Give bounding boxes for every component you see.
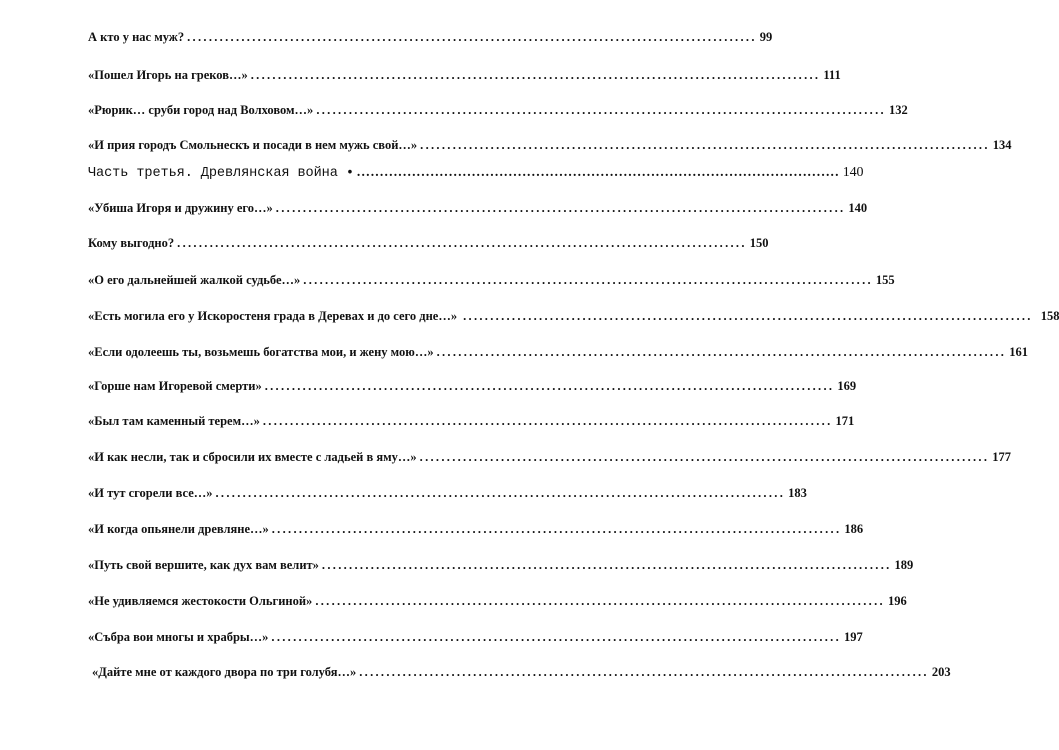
toc-entry-page: 197 [844, 630, 863, 644]
toc-entry-page: 189 [894, 558, 914, 572]
toc-entry-page: 186 [844, 522, 864, 536]
dot-leader: ......................................................................................................... [356, 164, 840, 179]
toc-entry-page: 111 [823, 68, 841, 82]
dot-leader: ......................................................................................................... [419, 450, 990, 464]
toc-entry-title: «И прия городъ Смольнескъ и посади в нем мужь свой…» [88, 138, 418, 152]
toc-entry-page: 150 [749, 236, 769, 250]
dot-leader: ......................................................................................................... [275, 201, 846, 215]
toc-entry [88, 201, 868, 221]
toc-entry-page: 99 [759, 30, 773, 44]
toc-entry-title: «Путь свой вершите, как дух вам велит» [88, 558, 319, 572]
toc-entry [88, 30, 773, 50]
toc-entry [88, 630, 863, 650]
dot-leader: ......................................................................................................... [271, 522, 842, 536]
toc-entry-page: 171 [835, 414, 855, 428]
toc-entry-title: «Дайте мне от каждого двора по три голубя…» [92, 665, 357, 679]
toc-entry-page: 177 [992, 450, 1012, 464]
toc-entry [92, 665, 951, 685]
toc-entry [88, 138, 1012, 158]
dot-leader: ......................................................................................................... [315, 594, 885, 608]
toc-entry-title: «Пошел Игорь на греков…» [88, 68, 248, 82]
toc-entry-title: «Есть могила его у Искоростеня града в Деревах и до сего дне…» [88, 309, 458, 323]
toc-entry-title: «Горше нам Игоревой смерти» [88, 379, 262, 393]
toc-entry-title: «Рюрик… сруби город над Волховом…» [88, 103, 314, 117]
toc-entry-title: «Был там каменный терем…» [88, 414, 260, 428]
toc-part-heading [88, 164, 864, 186]
toc-entry-title: «Если одолеешь ты, возьмешь богатства мои, и жену мою…» [88, 345, 434, 359]
dot-leader: ......................................................................................................... [359, 665, 929, 679]
toc-part-page: 140 [842, 165, 864, 180]
toc-entry [88, 379, 857, 399]
toc-entry-title: Кому выгодно? [88, 236, 175, 250]
toc-entry-title: «Не удивляемся жестокости Ольгиной» [88, 594, 313, 608]
dot-leader: ......................................................................................................... [262, 414, 833, 428]
dot-leader: ......................................................................................................... [187, 30, 757, 44]
toc-entry-title: «Събра вои многы и храбры…» [88, 630, 269, 644]
toc-entry-page: 132 [888, 103, 908, 117]
toc-part-title: Часть третья. Древлянская война • [88, 166, 354, 181]
toc-entry [88, 450, 1012, 470]
dot-leader: ......................................................................................................... [264, 379, 835, 393]
toc-entry-title: «Убиша Игоря и дружину его…» [88, 201, 273, 215]
toc-entry [88, 68, 841, 88]
toc-entry [88, 522, 864, 542]
dot-leader: ......................................................................................................... [463, 309, 1033, 323]
dot-leader: ......................................................................................................... [215, 486, 786, 500]
toc-entry-page: 169 [837, 379, 857, 393]
toc-entry-title: А кто у нас муж? [88, 30, 185, 44]
dot-leader: ......................................................................................................... [436, 345, 1007, 359]
dot-leader: ......................................................................................................... [250, 68, 821, 82]
toc-entry-page: 155 [875, 273, 895, 287]
toc-entry [88, 103, 908, 123]
toc-entry-title: «О его дальнейшей жалкой судьбе…» [88, 273, 301, 287]
toc-entry [88, 594, 907, 614]
toc-entry [88, 236, 769, 256]
toc-entry-title: «И тут сгорели все…» [88, 486, 213, 500]
dot-leader: ......................................................................................................... [316, 103, 886, 117]
toc-entry [88, 558, 914, 578]
toc-entry [88, 273, 895, 293]
toc-entry [88, 345, 1028, 365]
toc-entry-page: 196 [887, 594, 907, 608]
toc-entry-page: 183 [788, 486, 807, 500]
dot-leader: ......................................................................................................... [321, 558, 892, 572]
toc-entry-page: 140 [848, 201, 868, 215]
toc-entry-title: «И как несли, так и сбросили их вместе с ладьей в яму…» [88, 450, 417, 464]
toc-entry-page: 134 [992, 138, 1012, 152]
dot-leader: ......................................................................................................... [303, 273, 873, 287]
toc-entry-title: «И когда опьянели древляне…» [88, 522, 269, 536]
dot-leader: ......................................................................................................... [177, 236, 747, 250]
dot-leader: ......................................................................................................... [271, 630, 842, 644]
dot-leader: ......................................................................................................... [420, 138, 990, 152]
toc-entry [88, 414, 855, 434]
toc-entry [88, 486, 807, 506]
toc-entry-page: 158 [1040, 309, 1059, 323]
toc-entry-page: 203 [931, 665, 951, 679]
toc-entry [88, 309, 1059, 329]
toc-entry-page: 161 [1009, 345, 1028, 359]
